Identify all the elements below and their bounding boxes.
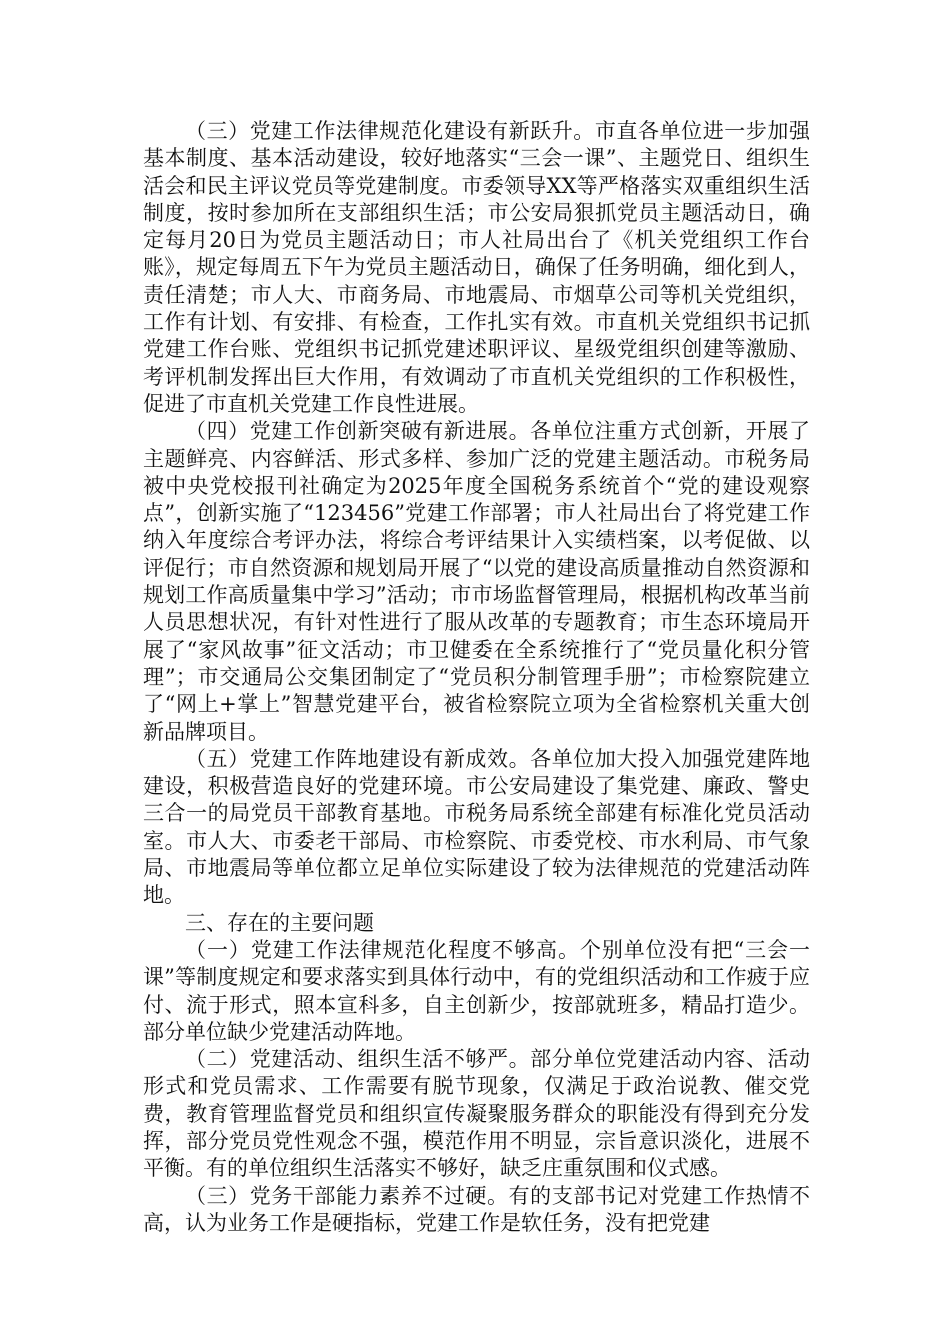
section-heading-main-problems: 三、存在的主要问题 bbox=[185, 910, 374, 935]
paragraph-issue-cadre-ability: （三）党务干部能力素养不过硬。有的支部书记对党建工作热情不高，认为业务工作是硬指标，党建工作是软任务，没有把党建 bbox=[143, 1183, 810, 1235]
paragraph-issue-organization-life: （二）党建活动、组织生活不够严。部分单位党建活动内容、活动形式和党员需求、工作需要有脱节现象，仅满足于政治说教、催交党费，教育管理监督党员和组织宣传凝聚服务群众的职能没有得到充分发挥，部分党员党性观念不强，模范作用不明显，宗旨意识淡化，进展不平衡。有的单位组织生活落实不够好，缺乏庄重氛围和仪式感。 bbox=[143, 1047, 810, 1181]
paragraph-issue-standardization: （一）党建工作法律规范化程度不够高。个别单位没有把“三会一课”等制度规定和要求落实到具体行动中，有的党组织活动和工作疲于应付、流于形式，照本宣科多，自主创新少，按部就班多，精品打造少。部分单位缺少党建活动阵地。 bbox=[143, 937, 810, 1044]
paragraph-party-venues: （五）党建工作阵地建设有新成效。各单位加大投入加强党建阵地建设，积极营造良好的党建环境。市公安局建设了集党建、廉政、警史三合一的局党员干部教育基地。市税务局系统全部建有标准化党员活动室。市人大、市委老干部局、市检察院、市委党校、市水利局、市气象局、市地震局等单位都立足单位实际建设了较为法律规范的党建活动阵地。 bbox=[143, 746, 810, 908]
paragraph-party-innovation: （四）党建工作创新突破有新进展。各单位注重方式创新，开展了主题鲜亮、内容鲜活、形式多样、参加广泛的党建主题活动。市税务局被中央党校报刊社确定为2025年度全国税务系统首个“党的建设观察点”，创新实施了“123456”党建工作部署；市人社局出台了将党建工作纳入年度综合考评办法，将综合考评结果计入实绩档案，以考促做、以评促行；市自然资源和规划局开展了“以党的建设高质量推动自然资源和规划工作高质量集中学习”活动；市市场监督管理局，根据机构改革当前人员思想状况，有针对性进行了服从改革的专题教育；市生态环境局开展了“家风故事”征文活动；市卫健委在全系统推行了“党员量化积分管理”；市交通局公交集团制定了“党员积分制管理手册”；市检察院建立了“网上+掌上”智慧党建平台，被省检察院立项为全省检察机关重大创新品牌项目。 bbox=[143, 419, 810, 744]
document-page bbox=[143, 118, 810, 1237]
paragraph-party-standardization: （三）党建工作法律规范化建设有新跃升。市直各单位进一步加强基本制度、基本活动建设，较好地落实“三会一课”、主题党日、组织生活会和民主评议党员等党建制度。市委领导XX等严格落实双重组织生活制度，按时参加所在支部组织生活；市公安局狠抓党员主题活动日，确定每月20日为党员主题活动日；市人社局出台了《机关党组织工作台账》，规定每周五下午为党员主题活动日，确保了任务明确，细化到人，责任清楚；市人大、市商务局、市地震局、市烟草公司等机关党组织，工作有计划、有安排、有检查，工作扎实有效。市直机关党组织书记抓党建工作台账、党组织书记抓党建述职评议、星级党组织创建等激励、考评机制发挥出巨大作用，有效调动了市直机关党组织的工作积极性，促进了市直机关党建工作良性进展。 bbox=[143, 119, 810, 416]
